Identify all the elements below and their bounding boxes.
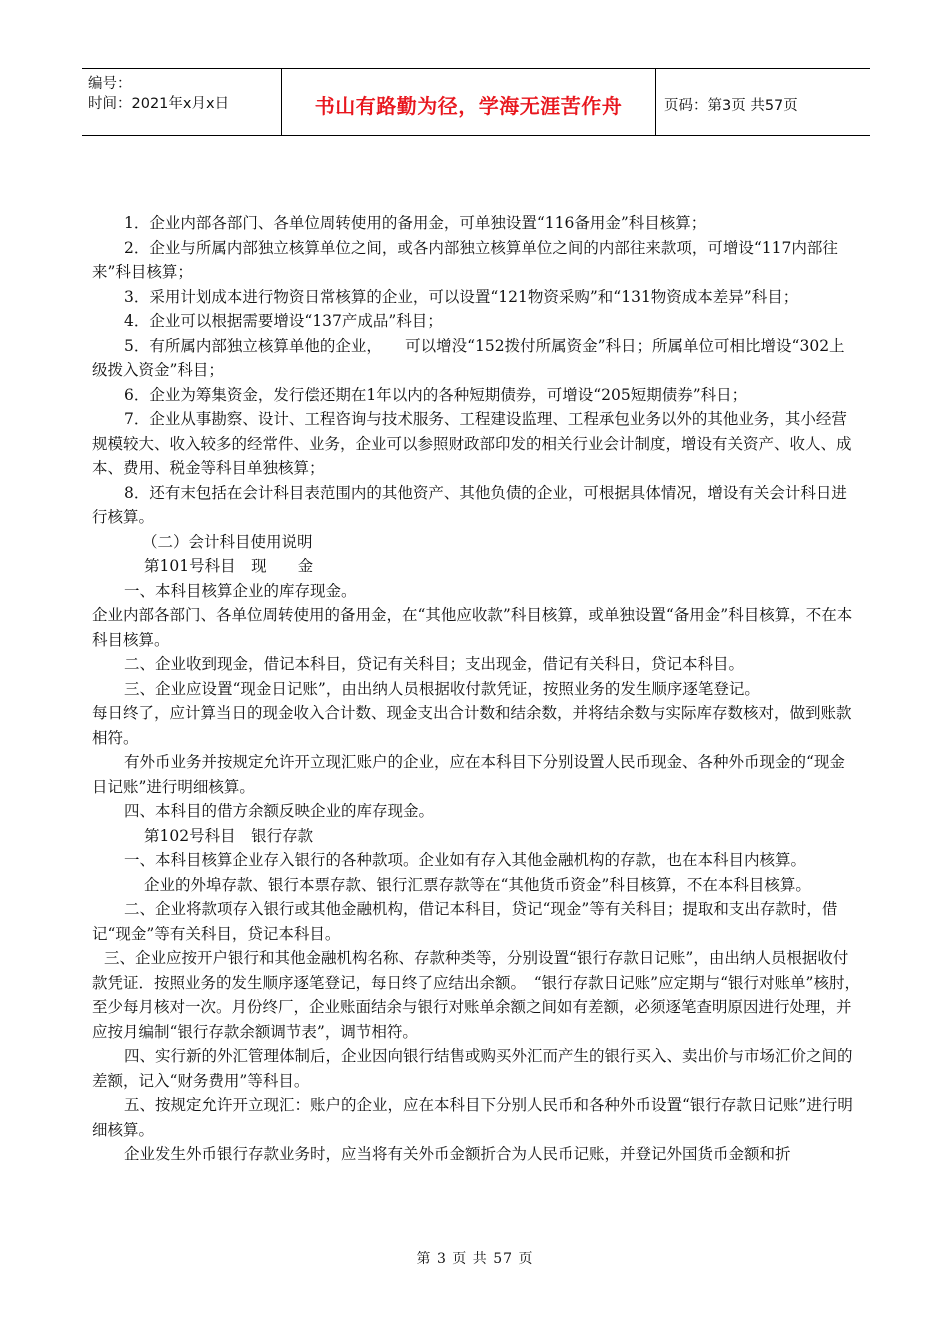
paragraph: 一、本科目核算企业存入银行的各种款项。企业如有存入其他金融机构的存款，也在本科目内核算。: [124, 851, 807, 869]
page-header: [82, 68, 870, 136]
paragraph: 1．企业内部各部门、各单位周转使用的备用金，可单独设置“116备用金”科目核算；: [124, 214, 707, 232]
page-footer: 第 3 页 共 57 页: [416, 1251, 534, 1267]
header-page-number: 页码：第3页 共57页: [664, 97, 798, 114]
paragraph: 企业发生外币银行存款业务时，应当将有关外币金额折合为人民币记账，并登记外国货币金额和折: [124, 1145, 791, 1163]
paragraph: 3．采用计划成本进行物资日常核算的企业，可以设置“121物资采购”和“131物资成本差异”科目；: [124, 287, 799, 306]
paragraph: 企业内部各部门、各单位周转使用的备用金，在“其他应收款”科目核算，或单独设置“备用金”科目核算，不在本科目核算。: [92, 606, 853, 649]
paragraph: 三、企业应按开户银行和其他金融机构名称、存款种类等，分别设置“银行存款日记账”，由出纳人员根据收付款凭证．按照业务的发生顺序逐笔登记，每日终了应结出余额。 “银行存款日记账”应定期与“银行对账单”核肘，至少每月核对一次。月份终厂，企业账面结余与银行对账单余额之间如有差额，必须逐笔查明原因进行处理，并应按月编制“银行存款余额调节表”，调节相符。: [92, 949, 860, 1041]
header-meta: [82, 69, 282, 135]
paragraph: 2．企业与所属内部独立核算单位之间，或各内部独立核算单位之间的内部往来款项，可增设“117内部往来”科目核算；: [92, 238, 838, 281]
paragraph: 企业的外埠存款、银行本票存款、银行汇票存款等在“其他货币资金”科目核算，不在本科目核算。: [144, 875, 811, 894]
paragraph: 二、企业将款项存入银行或其他金融机构，借记本科目，贷记“现金”等有关科目；提取和支出存款时，借记“现金”等有关科目，贷记本科目。: [92, 900, 838, 943]
document-number-label: 编号：: [88, 76, 132, 92]
document-date-label: 时间：2021年x月x日: [88, 96, 230, 112]
paragraph: 7．企业从事勘察、设计、工程咨询与技术服务、工程建设监理、工程承包业务以外的其他业务，其小经营规模较大、收入较多的经常件、业务，企业可以参照财政部印发的相关行业会计制度，增设有关资产、收人、成本、费用、税金等科目单独核算；: [92, 410, 852, 477]
paragraph: 三、企业应设置“现金日记账”，由出纳人员根据收付款凭证，按照业务的发生顺序逐笔登记。: [124, 679, 760, 698]
subject-heading: 第102号科目 银行存款: [144, 826, 314, 845]
paragraph: 5．有所属内部独立核算单他的企业， 可以增没“152拨付所属资金”科日；所属单位可相比增设“302上级拨入资金”科目；: [92, 336, 845, 379]
paragraph: 二、企业收到现金，借记本科目，贷记有关科目；支出现金，借记有关科日，贷记本科目。: [124, 655, 745, 673]
header-motto: 书山有路勤为径，学海无涯苦作舟: [282, 69, 656, 135]
paragraph: 8．还有末包括在会计科目表范围内的其他资产、其他负债的企业，可根据具体情况，增设有关会计科日进行核算。: [92, 483, 847, 526]
subject-heading: 第101号科目 现 金: [144, 557, 314, 575]
paragraph: 每日终了，应计算当日的现金收入合计数、现金支出合计数和结余数，并将结余数与实际库存数核对，做到账款相符。: [92, 704, 852, 747]
document-body: [92, 211, 860, 1167]
paragraph: 一、本科目核算企业的库存现金。: [124, 581, 357, 600]
paragraph: 有外币业务并按规定允许开立现汇账户的企业，应在本科目下分别设置人民币现金、各种外币现金的“现金日记账”进行明细核算。: [92, 753, 845, 796]
paragraph: 五、按规定允许开立现汇：账户的企业，应在本科目下分别人民币和各种外币设置“银行存款日记账”进行明细核算。: [92, 1096, 853, 1139]
paragraph: 四、本科目的借方余额反映企业的库存现金。: [124, 802, 435, 820]
paragraph: 四、实行新的外汇管理体制后，企业因向银行结售或购买外汇而产生的银行买入、卖出价与市场汇价之间的差额，记入“财务费用”等科目。: [92, 1047, 853, 1090]
section-heading: （二）会计科目使用说明: [142, 532, 313, 551]
paragraph: 4．企业可以根据需要增设“137产成品”科目；: [124, 312, 443, 330]
paragraph: 6．企业为筹集资金，发行偿还期在1年以内的各种短期债券，可增设“205短期债券”科日；: [124, 385, 748, 404]
